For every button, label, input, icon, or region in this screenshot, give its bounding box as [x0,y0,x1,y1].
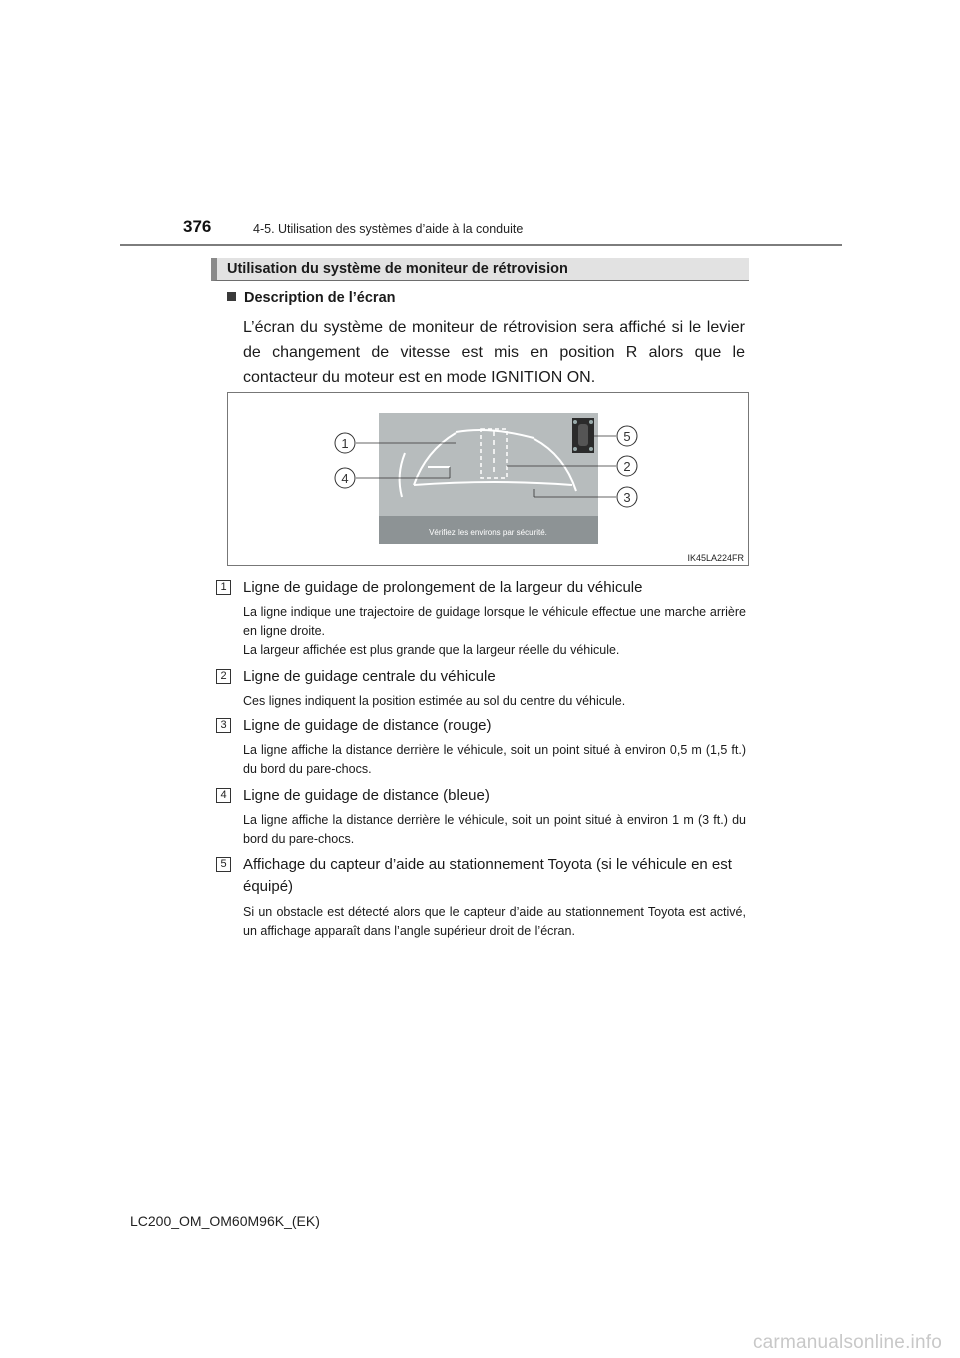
item-number-4: 4 [216,788,231,803]
item-title-1: Ligne de guidage de prolongement de la largeur du véhicule [243,579,643,596]
callout-4 [335,468,355,488]
header-divider [120,244,842,246]
callout-5 [617,426,637,446]
item-desc-1: La ligne indique une trajectoire de guidage lorsque le véhicule effectue une marche arrière en ligne droite. [243,605,746,638]
item-desc-2: Ces lignes indiquent la position estimée au sol du centre du véhicule. [243,694,626,708]
page-number: 376 [183,217,212,236]
item-number-1: 1 [216,580,231,595]
item-title-2: Ligne de guidage centrale du véhicule [243,668,496,685]
svg-text:1: 1 [341,436,349,451]
svg-text:2: 2 [623,459,631,474]
callout-1 [335,433,355,453]
screen-message: Vérifiez les environs par sécurité. [429,528,547,537]
sub-heading-text: Description de l’écran [244,290,396,306]
callout-2 [617,456,637,476]
svg-text:3: 3 [623,490,631,505]
item-desc-4: La ligne affiche la distance derrière le véhicule, soit un point situé à environ 1 m (3 ft.) du bord du pare-chocs. [243,813,746,846]
item-title-3: Ligne de guidage de distance (rouge) [243,717,492,734]
item-number-2: 2 [216,669,231,684]
section-title-bar [211,258,749,281]
item-desc-5: Si un obstacle est détecté alors que le capteur d’aide au stationnement Toyota est activé, un affichage apparaît dans l’angle supérieur droit de l’écran. [243,905,746,938]
svg-text:4: 4 [341,471,349,486]
rear-view-screen-figure [227,392,749,566]
item-number-3: 3 [216,718,231,733]
item-desc-1b: La largeur affichée est plus grande que la largeur réelle du véhicule. [243,643,620,657]
watermark: carmanualsonline.info [752,1332,942,1353]
intro-paragraph: L’écran du système de moniteur de rétrovision sera affiché si le levier de changement de vitesse est mis en position R alors que le contacteur du moteur est en mode IGNITION ON. [243,319,745,386]
svg-text:5: 5 [623,429,631,444]
item-desc-3: La ligne affiche la distance derrière le véhicule, soit un point situé à environ 0,5 m (1,5 ft.) du bord du pare-chocs. [243,743,746,776]
rear-view-screen-illustration [228,393,748,565]
item-number-5: 5 [216,857,231,872]
footer-code: LC200_OM_OM60M96K_(EK) [130,1213,320,1229]
car-icon [578,424,588,446]
callout-3 [617,487,637,507]
section-title: Utilisation du système de moniteur de rétrovision [227,261,568,277]
sub-heading [227,290,396,306]
item-title-5: Affichage du capteur d’aide au stationnement Toyota (si le véhicule en est équipé) [243,856,732,895]
section-header: 4-5. Utilisation des systèmes d’aide à la conduite [253,222,524,236]
square-bullet-icon [227,292,236,301]
figure-code: IK45LA224FR [687,553,744,563]
item-title-4: Ligne de guidage de distance (bleue) [243,787,490,804]
